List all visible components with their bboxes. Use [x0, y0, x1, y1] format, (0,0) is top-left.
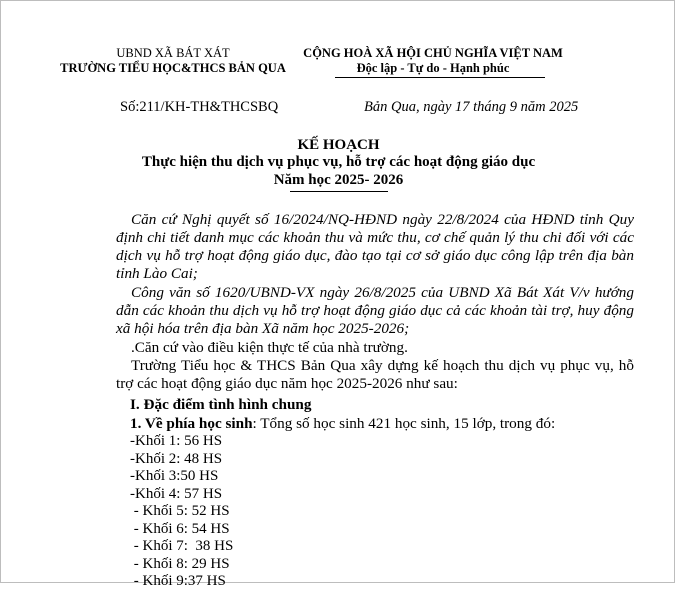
list-item: - Khối 9:37 HS — [130, 573, 226, 589]
intro-paragraph: Trường Tiểu học & THCS Bản Qua xây dựng kế hoạch thu dịch vụ phục vụ, hỗ trợ các hoạt động giáo dục năm học 2025-2026 như sau: — [116, 357, 634, 392]
header-right — [300, 46, 566, 76]
list-item: -Khối 4: 57 HS — [130, 485, 223, 502]
section-heading: I. Đặc điểm tình hình chung — [130, 396, 312, 413]
list-item: -Khối 3:50 HS — [130, 468, 219, 484]
list-item: - Khối 7: 38 HS — [130, 538, 234, 554]
national-motto: Độc lập - Tự do - Hạnh phúc — [356, 61, 510, 75]
place-date: Bản Qua, ngày 17 tháng 9 năm 2025 — [364, 99, 579, 115]
legal-basis-1: Căn cứ Nghị quyết số 16/2024/NQ-HĐND ngày 22/8/2024 của HĐND tỉnh Quy định chi tiết danh mục các khoản thu và mức thu, cơ chế quản lý thu chi đối với các dịch vụ hỗ trợ hoạt động giáo dục, đào tạo tại cơ sở giáo dục công lập trên địa bàn tỉnh Lào Cai; — [116, 211, 634, 282]
legal-basis-3: .Căn cứ vào điều kiện thực tế của nhà trường. — [131, 339, 408, 356]
list-item: - Khối 5: 52 HS — [130, 503, 230, 519]
grade-list — [130, 433, 233, 591]
students-text: : Tổng số học sinh 421 học sinh, 15 lớp, trong đó: — [252, 415, 556, 432]
list-item: - Khối 6: 54 HS — [130, 520, 230, 537]
students-line — [130, 415, 648, 433]
doc-title: KẾ HOẠCH — [297, 137, 380, 153]
commune-name: UBND XÃ BÁT XÁT — [116, 46, 230, 60]
list-item: - Khối 8: 29 HS — [130, 555, 230, 572]
document-number: Số:211/KH-TH&THCSBQ — [120, 99, 279, 115]
doc-subtitle: Thực hiện thu dịch vụ phục vụ, hỗ trợ các hoạt động giáo dục — [141, 154, 536, 170]
students-label: 1. Về phía học sinh — [130, 415, 253, 432]
title-underline — [290, 191, 388, 192]
doc-school-year: Năm học 2025- 2026 — [273, 172, 404, 188]
motto-underline — [335, 77, 545, 78]
school-name: TRƯỜNG TIỂU HỌC&THCS BẢN QUA — [60, 61, 286, 75]
national-title: CỘNG HOÀ XÃ HỘI CHỦ NGHĨA VIỆT NAM — [303, 46, 563, 60]
legal-basis-2: Công văn số 1620/UBND-VX ngày 26/8/2025 của UBND Xã Bát Xát V/v hướng dẫn các khoản thu dịch vụ hỗ trợ hoạt động giáo dục cả các khoản tài trợ, huy động xã hội hóa trên địa bàn Xã năm học 2025-2026; — [116, 284, 634, 337]
list-item: -Khối 1: 56 HS — [130, 433, 223, 449]
list-item: -Khối 2: 48 HS — [130, 450, 223, 467]
header-left — [60, 46, 286, 76]
